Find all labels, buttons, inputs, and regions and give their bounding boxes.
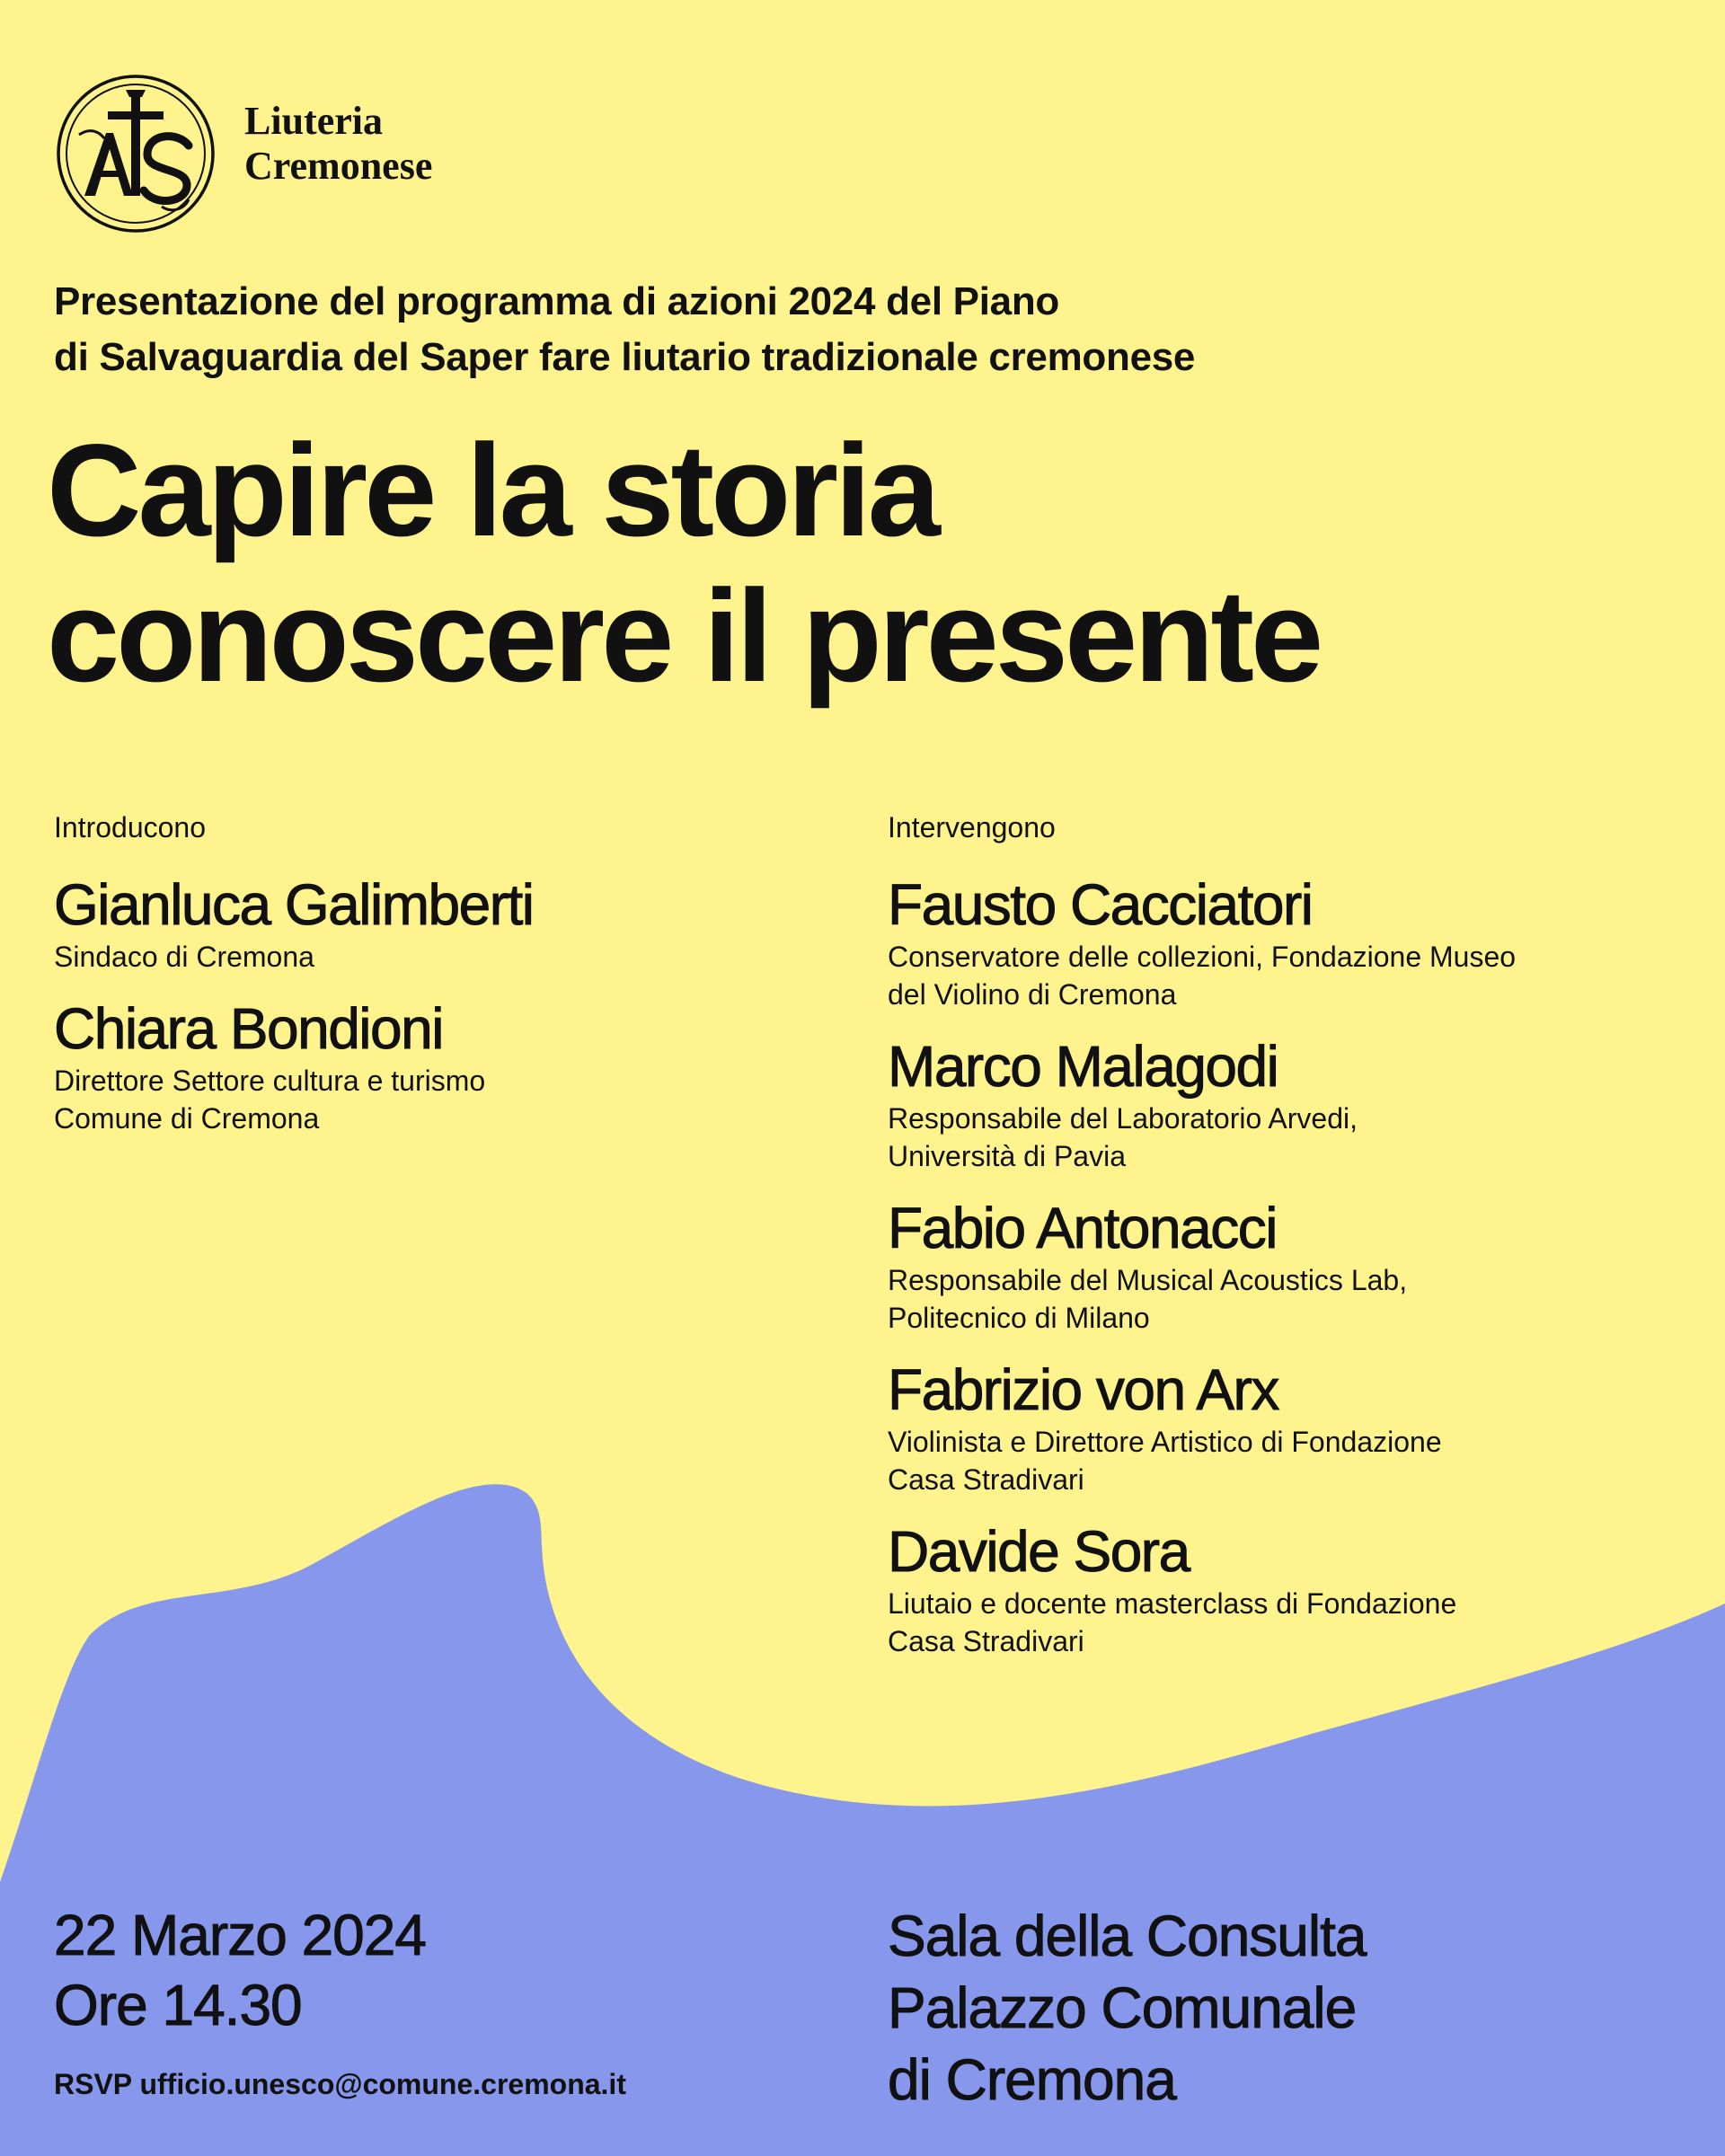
venue-line-2: Palazzo Comunale: [888, 1975, 1357, 2040]
introducono-label: Introducono: [54, 811, 207, 844]
speaker-role-line-2: del Violino di Cremona: [888, 978, 1177, 1011]
speaker-role: [888, 1100, 1678, 1175]
event-date: 22 Marzo 2024: [54, 1903, 426, 1967]
speaker-role-line-1: Responsabile del Musical Acoustics Lab,: [888, 1264, 1408, 1296]
speaker-role-line-1: Conservatore delle collezioni, Fondazione Museo: [888, 941, 1517, 973]
speaker-role-line-2: Politecnico di Milano: [888, 1302, 1150, 1334]
intervengono-column: [888, 808, 1678, 1680]
subtitle-line-1: Presentazione del programma di azioni 2024 del Piano: [54, 279, 1059, 323]
subtitle-line-2: di Salvaguardia del Saper fare liutario tradizionale cremonese: [54, 335, 1196, 379]
speaker-role: [888, 1261, 1678, 1337]
intervengono-label: Intervengono: [888, 811, 1056, 844]
speaker-entry: [888, 1356, 1678, 1498]
speaker-name: Davide Sora: [888, 1519, 1190, 1584]
speaker-name: Chiara Bondioni: [54, 996, 443, 1061]
event-venue: [888, 1900, 1366, 2116]
speaker-name: Marco Malagodi: [888, 1034, 1278, 1099]
speaker-name: Fausto Cacciatori: [888, 872, 1313, 937]
speaker-role-line-1: Liutaio e docente masterclass di Fondazione: [888, 1587, 1457, 1620]
speaker-role-line-1: Violinista e Direttore Artistico di Fondazione: [888, 1426, 1442, 1458]
venue-line-1: Sala della Consulta: [888, 1904, 1367, 1968]
headline-line-1: Capire la storia: [47, 417, 937, 563]
speaker-role-line-2: Casa Stradivari: [888, 1463, 1084, 1496]
speaker-role-line-1: Direttore Settore cultura e turismo: [54, 1065, 486, 1097]
event-date-time: [54, 1900, 426, 2040]
speaker-role: [54, 938, 809, 976]
event-subtitle: [54, 274, 1402, 385]
speaker-role: [888, 938, 1678, 1013]
event-headline: [47, 418, 1320, 709]
speaker-role-line-2: Comune di Cremona: [54, 1102, 320, 1135]
logo-line-2: Cremonese: [244, 144, 433, 188]
headline-line-2: conoscere il presente: [47, 562, 1321, 709]
speaker-name: Fabio Antonacci: [888, 1196, 1277, 1260]
speaker-role: [888, 1423, 1678, 1498]
logo-wordmark: [244, 99, 432, 189]
speaker-entry: [888, 1518, 1678, 1660]
speaker-entry: [888, 1195, 1678, 1337]
speaker-role: [54, 1062, 809, 1137]
speaker-entry: [54, 871, 809, 976]
speaker-role-line-2: Casa Stradivari: [888, 1625, 1084, 1657]
speaker-role: [888, 1585, 1678, 1660]
logo-line-1: Liuteria: [244, 99, 383, 143]
speaker-role-line-1: Sindaco di Cremona: [54, 941, 314, 973]
speaker-name: Fabrizio von Arx: [888, 1357, 1278, 1422]
event-time: Ore 14.30: [54, 1973, 302, 2037]
rsvp-contact[interactable]: RSVP ufficio.unesco@comune.cremona.it: [54, 2068, 626, 2100]
ats-logo-icon: [54, 72, 217, 235]
speaker-name: Gianluca Galimberti: [54, 872, 534, 937]
speaker-entry: [888, 871, 1678, 1013]
speaker-role-line-1: Responsabile del Laboratorio Arvedi,: [888, 1102, 1358, 1135]
speaker-entry: [888, 1033, 1678, 1175]
venue-line-3: di Cremona: [888, 2047, 1176, 2112]
speaker-entry: [54, 995, 809, 1137]
speaker-role-line-2: Università di Pavia: [888, 1140, 1126, 1172]
introducono-column: [54, 808, 809, 1157]
